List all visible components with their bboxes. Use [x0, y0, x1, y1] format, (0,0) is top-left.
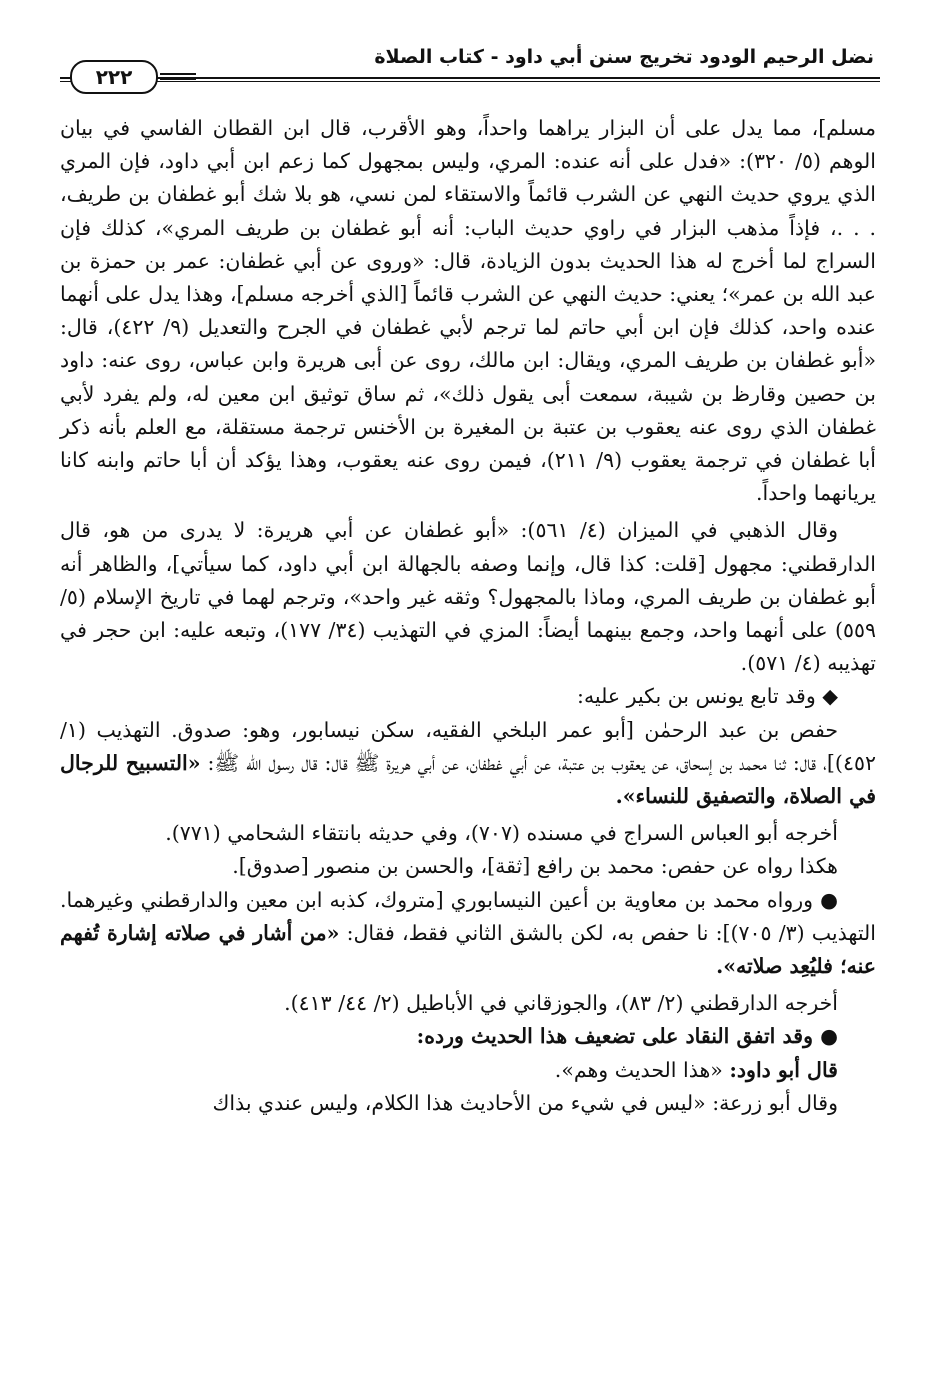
hadith-text-1: «التسبيح للرجال في الصلاة، والتصفيق للنساء».: [60, 750, 876, 809]
ornament-lines: [160, 73, 196, 80]
page-number: ٢٢٢: [70, 60, 158, 94]
paragraph-10: [60, 1054, 876, 1087]
paragraph-11: وقال أبو زرعة: «ليس في شيء من الأحاديث هذا الكلام، وليس عندي بذاك: [212, 1090, 838, 1115]
paragraph-3: ◆ وقد تابع يونس بن بكير عليه:: [577, 684, 838, 709]
hadith-text-2: «من أشار في صلاته إشارة تُفهم عنه؛ فليُعِد صلاته».: [60, 920, 876, 979]
paragraph-7-text: ● ورواه محمد بن معاوية بن أعين النيسابوري [متروك، كذبه ابن معين والدارقطني وغيرهما. التهذيب (٣/ ٧٠٥)]: نا حفص به، لكن بالشق الثاني فقط، فقال:: [60, 887, 876, 945]
paragraph-7: [60, 884, 876, 984]
paragraph-9: ● وقد اتفق النقاد على تضعيف هذا الحديث ورده:: [416, 1024, 838, 1049]
page-number-ornament: [44, 60, 194, 94]
abu-dawud-quote: «هذا الحديث وهم».: [554, 1057, 723, 1082]
paragraph-5: أخرجه أبو العباس السراج في مسنده (٧٠٧)، وفي حديثه بانتقاء الشحامي (٧٧١).: [165, 821, 838, 846]
abu-dawud-label: قال أبو داود:: [729, 1057, 838, 1082]
paragraph-6: هكذا رواه عن حفص: محمد بن رافع [ثقة]، والحسن بن منصور [صدوق].: [232, 854, 838, 879]
paragraph-1: مسلم]، مما يدل على أن البزار يراهما واحداً، وهو الأقرب، قال ابن القطان الفاسي في بيان الوهم (٥/ ٣٢٠): «فدل على أنه عنده: المري، وليس بمجهول كما زعم ابن أبي داود، فإن المري الذي يروي حديث النهي عن الشرب قائماً والاستقاء لمن نسي، هو بلا شك أبو غطفان بن طريف، . . .، فإذاً مذهب البزار في راوي حديث الباب: أنه أبو غطفان بن طريف المري»، كذلك فإن السراج لما أخرج له هذا الحديث بدون الزيادة، قال: «وروى عن أبي غطفان: عمر بن حمزة بن عبد الله بن عمر»؛ يعني: حديث النهي عن الشرب قائماً [الذي أخرجه مسلم]، وهذا يدل على أنهما عنده واحد، كذلك فإن ابن أبي حاتم لما ترجم لأبي غطفان في الجرح والتعديل (٩/ ٤٢٢)، قال: «أبو غطفان بن طريف المري، ويقال: ابن مالك، روى عن أبى هريرة وابن عباس، روى عنه: داود بن حصين وقارظ بن شيبة، سمعت أبى يقول ذلك»، ثم ساق توثيق ابن معين له، ولم يفرد لأبي غطفان الذي روى عنه يعقوب بن عتبة بن المغيرة بن الأخنس ترجمة مستقلة، مع العلم بأنه ذكر أبا غطفان في ترجمة يعقوب (٩/ ٢١١)، فيمن روى عنه يعقوب، وهذا يؤكد أن أبا حاتم وابنه كانا يريانهما واحداً.: [60, 116, 876, 506]
main-text: [60, 112, 876, 1120]
paragraph-4: [60, 714, 876, 814]
paragraph-8: أخرجه الدارقطني (٢/ ٨٣)، والجوزقاني في الأباطيل (٢/ ٤٤/ ٤١٣).: [284, 991, 838, 1016]
header-title: نضل الرحيم الودود تخريج سنن أبي داود - كتاب الصلاة: [374, 46, 874, 68]
paragraph-4-text: حفص بن عبد الرحمٰن [أبو عمر البلخي الفقيه، سكن نيسابور، وهو: صدوق. التهذيب (١/ ٤٥٢)]، قال: ثنا محمد بن إسحاق، عن يعقوب بن عتبة، عن أبي غطفان، عن أبي هريرة ﷺ قال: قال رسول الله ﷺ:: [60, 717, 876, 775]
paragraph-2: وقال الذهبي في الميزان (٤/ ٥٦١): «أبو غطفان عن أبي هريرة: لا يدرى من هو، قال الدارقطني: مجهول [قلت: كذا قال، وإنما وصفه بالجهالة ابن أبي داود، كما سيأتي]، والظاهر أنه أبو غطفان بن طريف المري، وماذا بالمجهول؟ وثقه غير واحد»، وترجم لهما في تاريخ الإسلام (٥/ ٥٥٩) على أنهما واحد، وجمع بينهما أيضاً: المزي في التهذيب (٣٤/ ١٧٧)، وتبعه عليه: ابن حجر في تهذيبه (٤/ ٥٧١).: [60, 518, 876, 676]
